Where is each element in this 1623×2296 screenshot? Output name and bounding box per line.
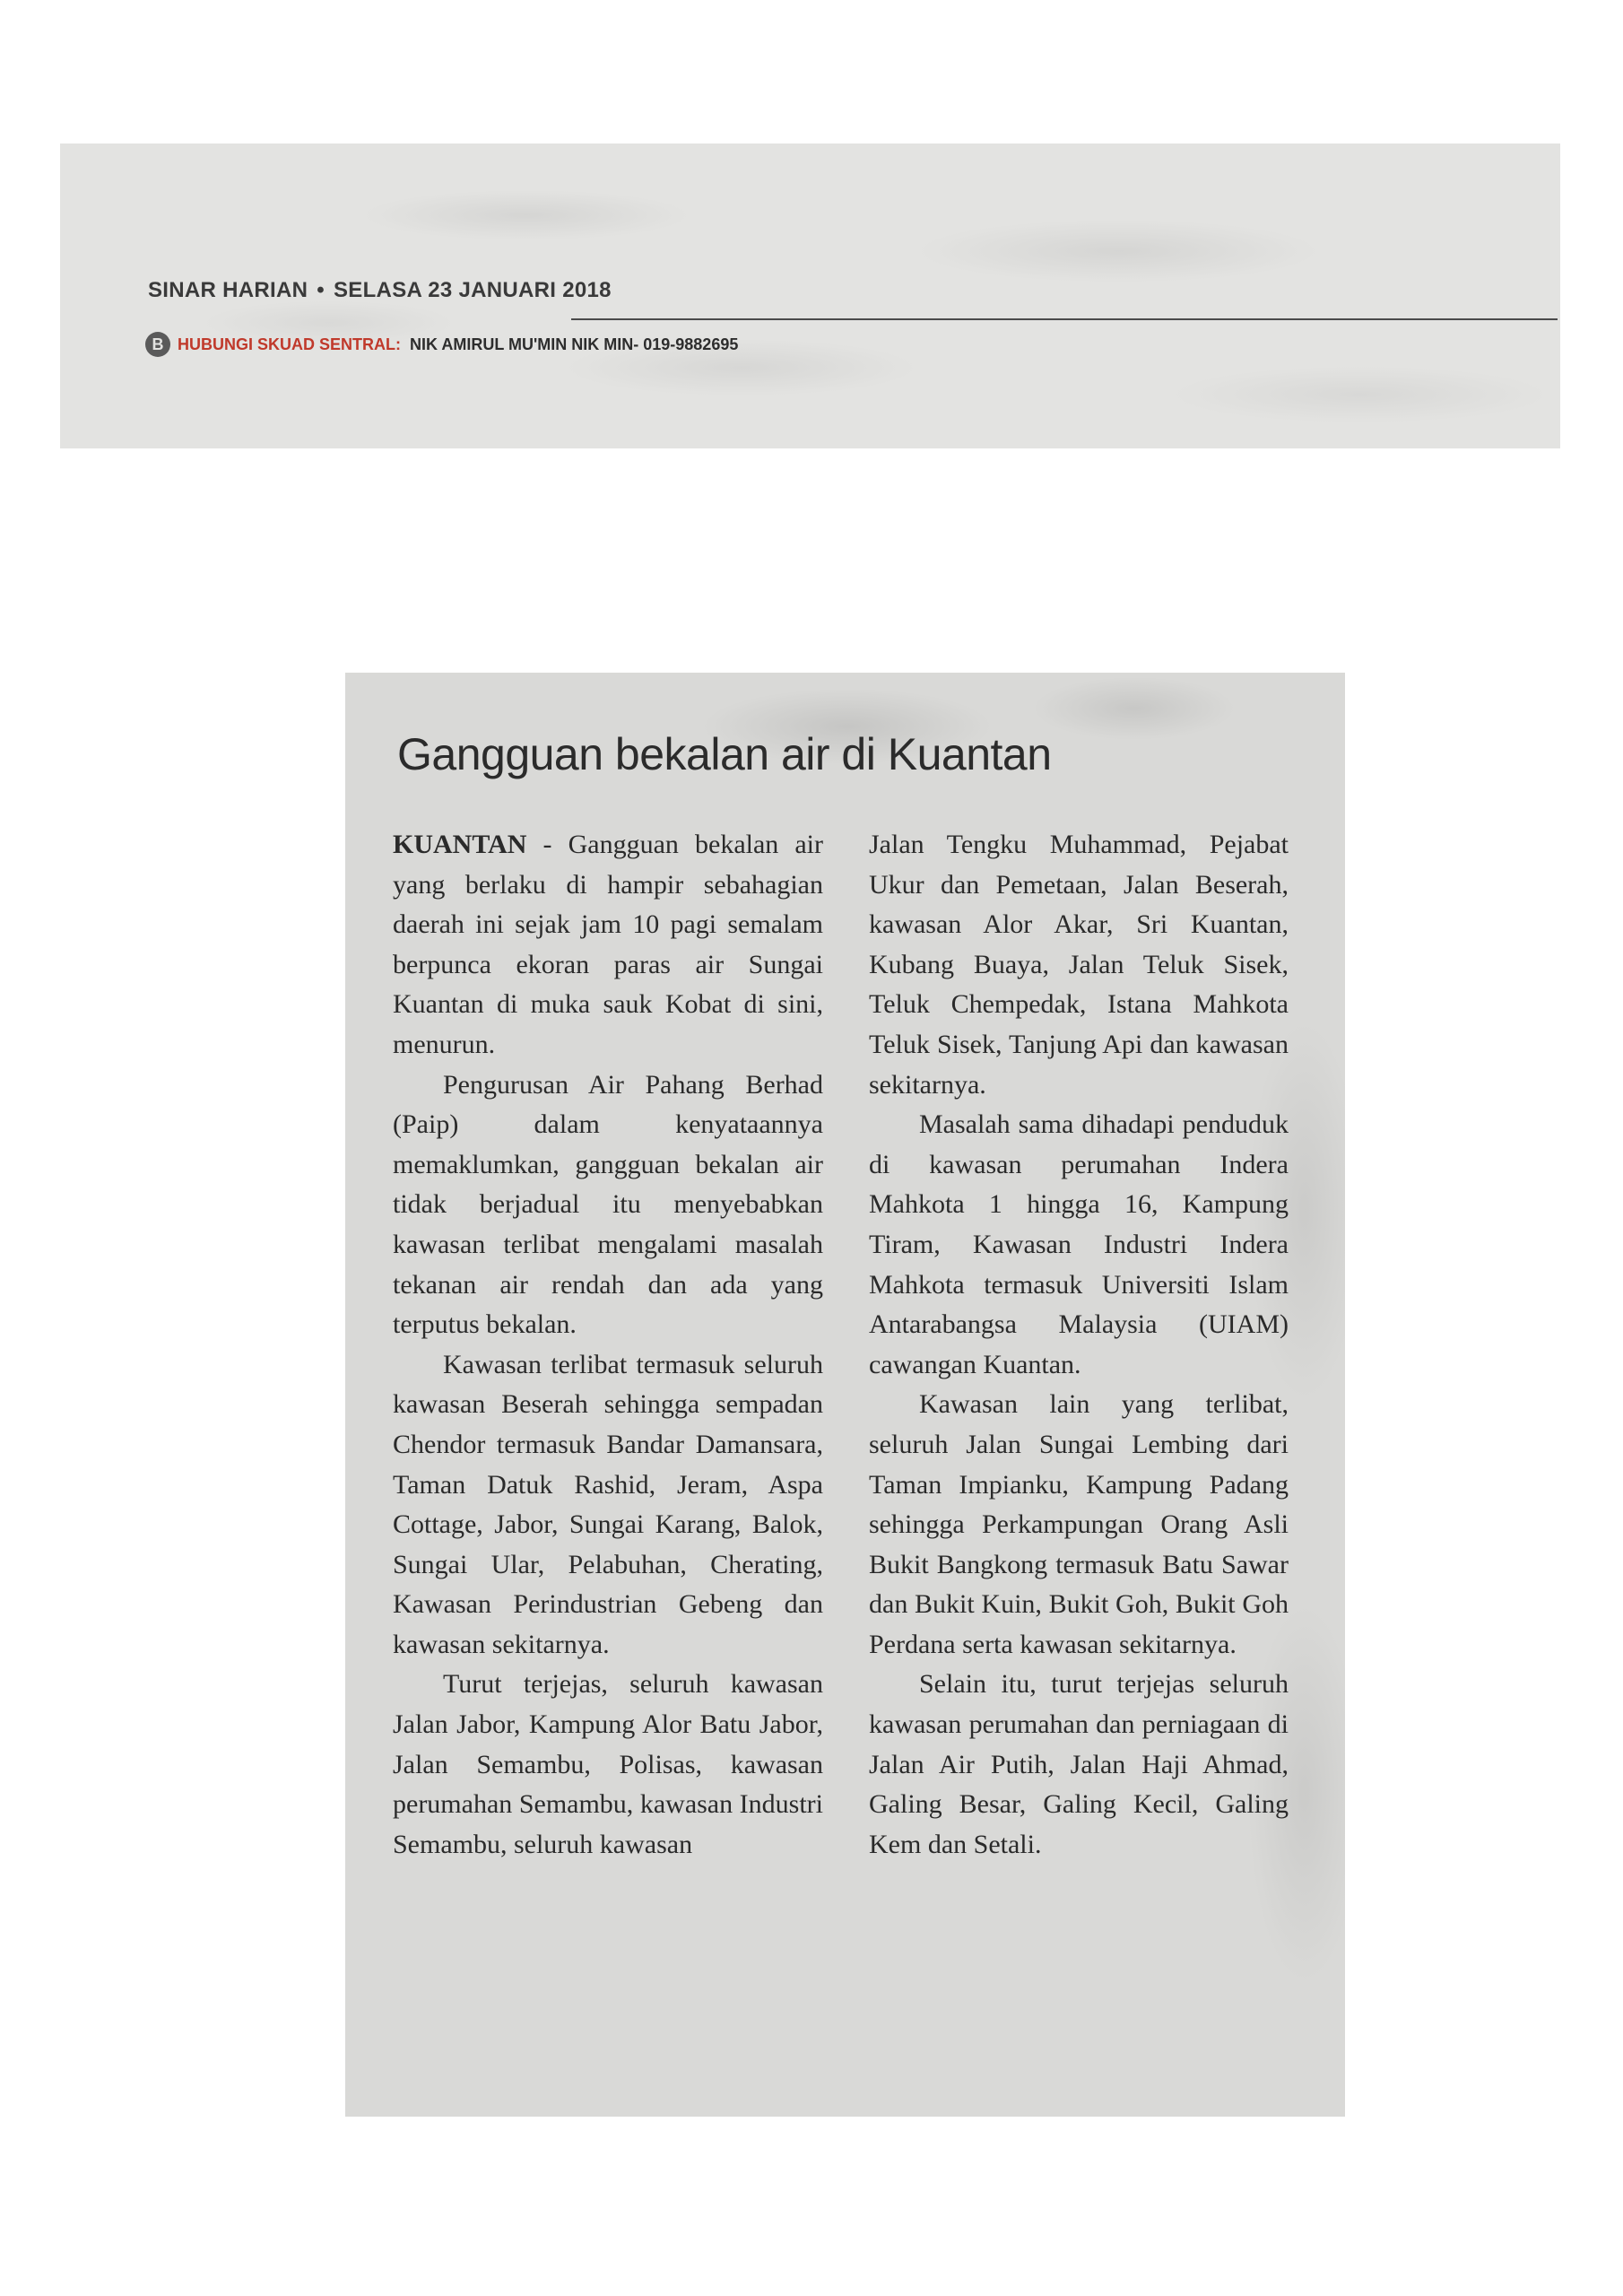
masthead-line	[148, 278, 612, 303]
article-column-left	[393, 825, 823, 1865]
masthead-separator: •	[317, 278, 325, 302]
article-paragraph: Pengurusan Air Pahang Berhad (Paip) dalam kenyataannya memaklumkan, gangguan bekalan air tidak berjadual itu menyebabkan kawasan terlibat mengalami masalah tekanan air rendah dan ada yang terputus bekalan.	[393, 1069, 823, 1340]
article-paragraph	[393, 825, 823, 1065]
article-headline: Gangguan bekalan air di Kuantan	[397, 729, 1052, 779]
article-column-right	[869, 825, 1289, 1865]
publication-name: SINAR HARIAN	[148, 278, 308, 302]
article-paragraph: Kawasan terlibat termasuk seluruh kawasan Beserah sehingga sempadan Chendor termasuk Bandar Damansara, Taman Datuk Rashid, Jeram, Aspa Cottage, Jabor, Sungai Karang, Balok, Sungai Ular, Pelabuhan, Cherating, Kawasan Perindustrian Gebeng dan kawasan sekitarnya.	[393, 1349, 823, 1659]
publication-date: SELASA 23 JANUARI 2018	[333, 278, 612, 302]
article-dateline: KUANTAN	[393, 830, 527, 859]
article-paragraph: Jalan Tengku Muhammad, Pejabat Ukur dan Pemetaan, Jalan Beserah, kawasan Alor Akar, Sri Kuantan, Kubang Buaya, Jalan Teluk Sisek, Teluk Chempedak, Istana Mahkota Teluk Sisek, Tanjung Api dan kawasan sekitarnya.	[869, 830, 1289, 1100]
article-clipping	[345, 673, 1345, 2117]
publication-logo-icon: B	[145, 332, 170, 357]
masthead-strip	[60, 144, 1560, 448]
contact-label: HUBUNGI SKUAD SENTRAL:	[178, 335, 401, 353]
masthead-rule	[571, 318, 1558, 320]
article-paragraph: Masalah sama dihadapi penduduk di kawasan perumahan Indera Mahkota 1 hingga 16, Kampung Tiram, Kawasan Industri Indera Mahkota termasuk Universiti Islam Antarabangsa Malaysia (UIAM) cawangan Kuantan.	[869, 1109, 1289, 1379]
contact-line	[145, 332, 738, 357]
article-paragraph: Turut terjejas, seluruh kawasan Jalan Jabor, Kampung Alor Batu Jabor, Jalan Semambu, Polisas, kawasan perumahan Semambu, kawasan Industri Semambu, seluruh kawasan	[393, 1669, 823, 1859]
article-paragraph-text: - Gangguan bekalan air yang berlaku di hampir sebahagian daerah ini sejak jam 10 pagi semalam berpunca ekoran paras air Sungai Kuantan di muka sauk Kobat di sini, menurun.	[393, 830, 824, 1059]
contact-value: NIK AMIRUL MU'MIN NIK MIN- 019-9882695	[410, 335, 739, 353]
article-paragraph: Kawasan lain yang terlibat, seluruh Jalan Sungai Lembing dari Taman Impianku, Kampung Padang sehingga Perkampungan Orang Asli Bukit Bangkong termasuk Batu Sawar dan Bukit Kuin, Bukit Goh, Bukit Goh Perdana serta kawasan sekitarnya.	[869, 1389, 1289, 1659]
article-paragraph: Selain itu, turut terjejas seluruh kawasan perumahan dan perniagaan di Jalan Air Putih, Jalan Haji Ahmad, Galing Besar, Galing Kecil, Galing Kem dan Setali.	[869, 1669, 1289, 1859]
